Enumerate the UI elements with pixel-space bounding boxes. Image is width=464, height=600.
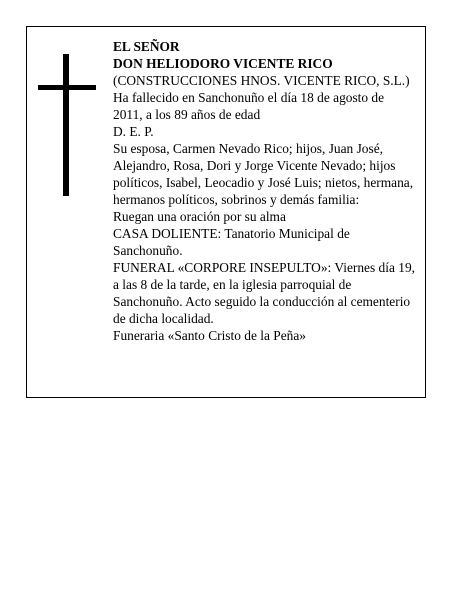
casa-doliente-line-1: CASA DOLIENTE: Tanatorio Municipal de bbox=[113, 226, 350, 241]
cross-icon bbox=[63, 54, 69, 196]
notice-title: EL SEÑOR bbox=[113, 39, 180, 54]
obituary-text bbox=[113, 38, 423, 344]
deceased-name: DON HELIODORO VICENTE RICO bbox=[113, 56, 333, 71]
death-line-2: 2011, a los 89 años de edad bbox=[113, 107, 261, 122]
funeral-line-1: FUNERAL «CORPORE INSEPULTO»: Viernes día 19, bbox=[113, 260, 415, 275]
family-line-2: Alejandro, Rosa, Dori y Jorge Vicente Nevado; hijos bbox=[113, 158, 396, 173]
casa-doliente-line-2: Sanchonuño. bbox=[113, 243, 183, 258]
funeral-line-4: de dicha localidad. bbox=[113, 311, 214, 326]
death-line-1: Ha fallecido en Sanchonuño el día 18 de agosto de bbox=[113, 90, 385, 105]
family-line-1: Su esposa, Carmen Nevado Rico; hijos, Juan José, bbox=[113, 141, 384, 156]
prayer-line: Ruegan una oración por su alma bbox=[113, 209, 286, 224]
family-line-3: políticos, Isabel, Leocadio y José Luis; nietos, hermana, bbox=[113, 175, 414, 190]
funeral-line-3: Sanchonuño. Acto seguido la conducción al cementerio bbox=[113, 294, 411, 309]
company-line: (CONSTRUCCIONES HNOS. VICENTE RICO, S.L.) bbox=[113, 73, 410, 88]
dep-line: D. E. P. bbox=[113, 124, 154, 139]
funeral-line-2: a las 8 de la tarde, en la iglesia parroquial de bbox=[113, 277, 352, 292]
funeraria-line: Funeraria «Santo Cristo de la Peña» bbox=[113, 328, 307, 343]
family-line-4: hermanos políticos, sobrinos y demás familia: bbox=[113, 192, 360, 207]
cross-icon-crossbar bbox=[38, 85, 96, 90]
